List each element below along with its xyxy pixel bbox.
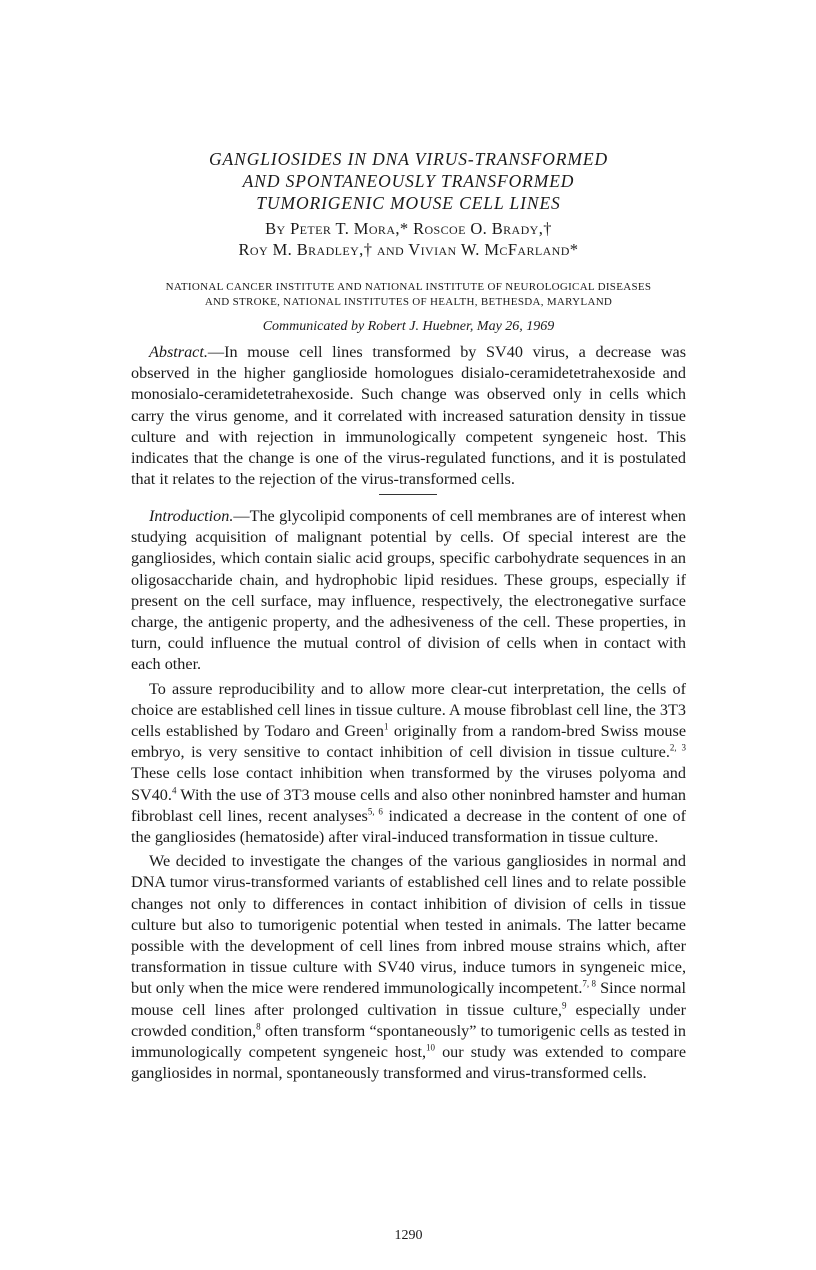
- para2-text-e: indicated a decrease in the content of one of the gangliosides (hematoside) after viral-induced transformation in tissue culture.: [131, 806, 687, 847]
- ref-marker: 8: [256, 1021, 261, 1032]
- title-line-2: AND SPONTANEOUSLY TRANSFORMED: [242, 171, 575, 191]
- ref-marker: 10: [426, 1042, 435, 1053]
- para2-text-a: To assure reproducibility and to allow more clear-cut interpretation, the cells of choice are established cell lines in tissue culture. A mouse fibroblast cell line, the 3T3 cells established by Todaro and Green: [131, 679, 686, 741]
- intro-paragraph: [131, 506, 686, 676]
- communicated-by: Communicated by Robert J. Huebner, May 26, 1969: [262, 319, 555, 334]
- intro-label: Introduction.: [149, 507, 234, 525]
- paragraph-3: [131, 851, 686, 1084]
- abstract-paragraph: [131, 342, 686, 490]
- para2-text-c: These cells lose contact inhibition when transformed by the viruses polyoma and SV40.: [131, 764, 686, 804]
- author-list: [131, 218, 686, 260]
- section-divider: [379, 494, 437, 495]
- ref-marker: 9: [561, 1000, 567, 1011]
- ref-marker: 7, 8: [582, 979, 596, 990]
- page-number: 1290: [394, 1228, 423, 1243]
- ref-marker: 4: [171, 785, 177, 796]
- ref-marker: 2, 3: [669, 742, 686, 753]
- title-line-3: TUMORIGENIC MOUSE CELL LINES: [256, 193, 561, 213]
- article-title: [131, 148, 686, 214]
- para3-text-c: especially under crowded condition,: [131, 1000, 686, 1040]
- abstract: [131, 342, 686, 490]
- abstract-label: Abstract.: [149, 343, 208, 361]
- paragraph-2: [131, 679, 686, 849]
- para3-text-e: our study was extended to compare gangliosides in normal, spontaneously transformed and virus-transformed cells.: [131, 1043, 686, 1083]
- para2-text-b: originally from a random-bred Swiss mouse embryo, is very sensitive to contact inhibition of cell division in tissue culture.: [131, 722, 687, 762]
- authors-line-1: By Peter T. Mora,* Roscoe O. Brady,†: [265, 219, 552, 238]
- affiliation-line-2: AND STROKE, NATIONAL INSTITUTES OF HEALTH, BETHESDA, MARYLAND: [204, 296, 613, 308]
- article-body: [131, 506, 686, 1087]
- title-line-1: GANGLIOSIDES IN DNA VIRUS-TRANSFORMED: [209, 149, 608, 169]
- para3-text-b: Since normal mouse cell lines after prolonged cultivation in tissue culture,: [131, 979, 686, 1019]
- affiliation-line-1: NATIONAL CANCER INSTITUTE AND NATIONAL INSTITUTE OF NEUROLOGICAL DISEASES: [165, 281, 652, 293]
- intro-text: —The glycolipid components of cell membranes are of interest when studying acquisition of malignant potential by cells. Of special interest are the gangliosides, which contain sialic acid groups, specific carbohydrate sequences in an oligosaccharide chain, and hydrophobic lipid residues. These groups, especially if present on the cell surface, may influence, respectively, the electronegative surface charge, the antigenic property, and the adhesiveness of the cell. These properties, in turn, could influence the mutual control of division of cells when in contact with each other.: [131, 507, 686, 674]
- para3-text-a: We decided to investigate the changes of the various gangliosides in normal and DNA tumor virus-transformed variants of established cell lines and to relate possible changes not only to differences in contact inhibition of division of cells in tissue culture but also to tumorigenic potential when tested in animals. The latter became possible with the development of cell lines from inbred mouse strains which, after transformation in tissue culture with SV40 virus, induce tumors in syngeneic mice, but only when the mice were rendered immunologically incompetent.: [131, 852, 686, 998]
- para2-text-d: With the use of 3T3 mouse cells and also other noninbred hamster and human fibroblast cell lines, recent analyses: [131, 785, 686, 825]
- affiliation: [131, 280, 686, 310]
- para3-text-d: often transform “spontaneously” to tumorigenic cells as tested in immunologically competent syngeneic host,: [131, 1021, 686, 1062]
- ref-marker: 5, 6: [367, 806, 383, 817]
- authors-line-2: Roy M. Bradley,† and Vivian W. McFarland*: [238, 240, 579, 259]
- ref-marker: 1: [383, 721, 389, 732]
- abstract-text: —In mouse cell lines transformed by SV40 virus, a decrease was observed in the higher ganglioside homologues disialo-ceramidetetrahexoside and monosialo-ceramidetetrahexoside. Such change was observed only in cells which carry the virus genome, and it correlated with increased saturation density in tissue culture and with rejection in immunologically competent syngeneic host. This indicates that the change is one of the virus-regulated functions, and it is postulated that it relates to the rejection of the virus-transformed cells.: [131, 343, 686, 489]
